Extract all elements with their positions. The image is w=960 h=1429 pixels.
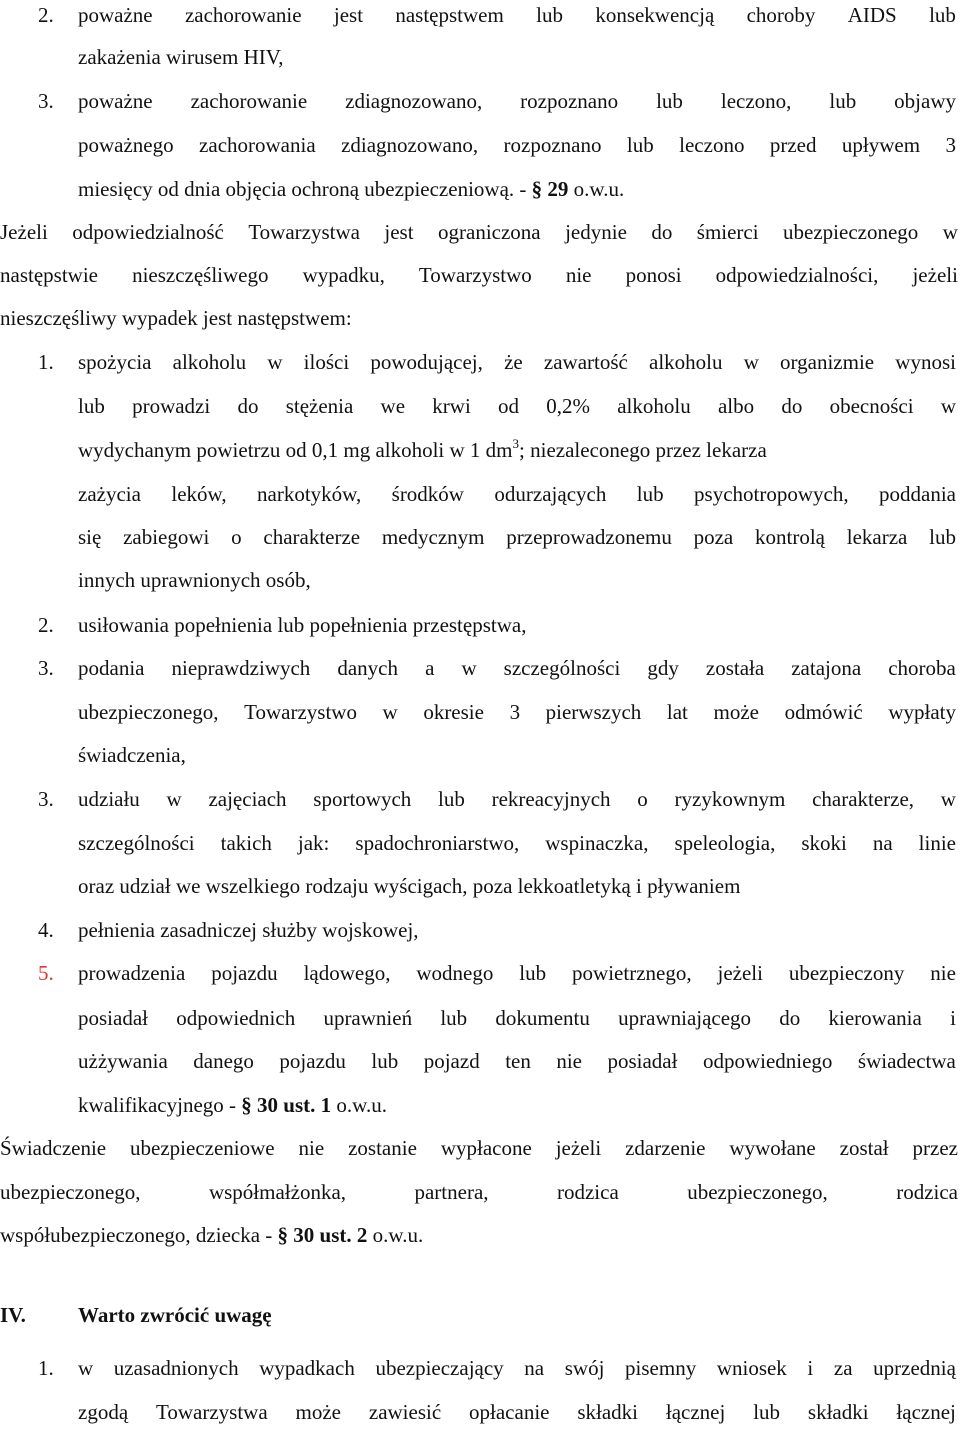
word: zatajona — [791, 656, 862, 680]
list-number: 3. — [38, 787, 54, 811]
word: ilości — [303, 350, 350, 374]
word: zawartość — [543, 350, 628, 374]
list-item-line — [78, 522, 956, 552]
word: pojazdu — [211, 961, 278, 985]
word: że — [504, 350, 523, 374]
list-number: 3. — [38, 656, 54, 680]
word: odurzających — [494, 482, 607, 506]
word: i — [950, 1006, 956, 1030]
list-item-line — [78, 1090, 956, 1120]
word: na — [524, 1356, 545, 1380]
word: wniosek — [716, 1356, 787, 1380]
word: przed — [769, 133, 817, 157]
word: rodzica — [556, 1180, 619, 1204]
word: 3 — [509, 700, 521, 724]
section-title: Warto zwrócić uwagę — [78, 1303, 272, 1327]
word: poważne — [78, 89, 153, 113]
list-item-line — [78, 479, 956, 509]
word: zostanie — [348, 1136, 417, 1160]
word: lub — [519, 961, 547, 985]
word: albo — [717, 394, 755, 418]
word: współmałżonka, — [208, 1180, 347, 1204]
word: we — [380, 394, 406, 418]
word: następstwie — [0, 263, 98, 287]
word: nie — [930, 961, 956, 985]
word: składki — [577, 1400, 639, 1424]
paragraph-line — [0, 217, 958, 247]
word: nie — [298, 1136, 325, 1160]
word: lub — [536, 3, 563, 27]
word: jest — [333, 3, 364, 27]
list-item-line — [78, 0, 956, 30]
word: lub — [636, 482, 664, 506]
word: ubezpieczonego, — [78, 700, 219, 724]
owu-abbrev: o.w.u. — [336, 1093, 387, 1117]
word: szczególności — [503, 656, 621, 680]
word: upływem — [841, 133, 921, 157]
word: stężenia — [285, 394, 354, 418]
list-number: 2. — [38, 3, 54, 27]
list-item-line — [78, 86, 956, 116]
word: rozpoznano — [503, 133, 602, 157]
word: powietrznego, — [572, 961, 692, 985]
word: medycznym — [381, 525, 485, 549]
owu-abbrev: o.w.u. — [573, 177, 625, 201]
word: poddania — [879, 482, 956, 506]
word: ubezpieczeniowe — [130, 1136, 275, 1160]
word: Towarzystwo — [418, 263, 532, 287]
word: na — [872, 831, 893, 855]
word: poza — [693, 525, 734, 549]
word: lub — [929, 525, 956, 549]
list-item-line: innych uprawnionych osób, — [78, 568, 311, 592]
word: lub — [753, 1400, 781, 1424]
word: wypłaty — [888, 700, 956, 724]
paragraph-line — [0, 1133, 958, 1163]
word: wypadku, — [302, 263, 385, 287]
word: składki — [807, 1400, 869, 1424]
text-segment — [78, 435, 767, 465]
word: okresie — [423, 700, 484, 724]
word: danych — [337, 656, 399, 680]
word: pierwszych — [545, 700, 642, 724]
word: skoki — [801, 831, 847, 855]
paragraph-line — [0, 1220, 958, 1250]
word: uzasadnionych — [113, 1356, 239, 1380]
word: lub — [371, 1049, 399, 1073]
list-item-line: świadczenia, — [78, 743, 186, 767]
word: ograniczona — [438, 220, 541, 244]
text-segment: kwalifikacyjnego - — [78, 1093, 237, 1117]
word: się — [78, 525, 102, 549]
word: łącznej — [896, 1400, 956, 1424]
word: użżywania — [78, 1049, 168, 1073]
word: do — [651, 220, 673, 244]
list-number: 4. — [38, 918, 54, 942]
word: pojazdu — [279, 1049, 346, 1073]
word: organizmie — [780, 350, 875, 374]
word: spożycia — [78, 350, 152, 374]
word: gdy — [647, 656, 679, 680]
text-part: wydychanym powietrzu od 0,1 mg alkoholi w 1 dm — [78, 438, 513, 462]
word: alkoholu — [172, 350, 247, 374]
word: zabiegowi — [123, 525, 210, 549]
word: odpowiedzialności, — [715, 263, 879, 287]
word: jeżeli — [912, 263, 958, 287]
word: wodnego — [416, 961, 494, 985]
word: opłacanie — [469, 1400, 550, 1424]
list-number-red: 5. — [38, 961, 54, 985]
word: ryzykownym — [674, 787, 786, 811]
word: w — [382, 700, 398, 724]
word: lub — [440, 1006, 468, 1030]
word: alkoholu — [617, 394, 691, 418]
word: w — [940, 394, 956, 418]
section-reference: § 30 ust. 2 — [277, 1223, 368, 1247]
list-item-line — [78, 130, 956, 160]
word: charakterze, — [812, 787, 915, 811]
word: psychotropowych, — [694, 482, 849, 506]
word: leczono, — [720, 89, 792, 113]
word: za — [833, 1356, 853, 1380]
word: rodzica — [896, 1180, 958, 1204]
list-item-line — [78, 653, 956, 683]
word: sportowych — [313, 787, 412, 811]
section-reference: § 29 — [531, 177, 569, 201]
word: lub — [656, 89, 683, 113]
list-item-line — [78, 958, 956, 988]
word: przez — [912, 1136, 958, 1160]
word: danego — [193, 1049, 254, 1073]
word: zgodą — [78, 1400, 129, 1424]
word: w — [942, 220, 958, 244]
paragraph-line — [0, 260, 958, 290]
word: w — [940, 787, 956, 811]
list-item-line — [78, 697, 956, 727]
list-item-line — [78, 347, 956, 377]
word: rozpoznano — [520, 89, 619, 113]
superscript: 3 — [512, 436, 520, 451]
word: ubezpieczonego — [783, 220, 919, 244]
word: wypadkach — [259, 1356, 355, 1380]
word: a — [425, 656, 435, 680]
word: do — [779, 1006, 801, 1030]
word: o — [637, 787, 648, 811]
word: posiadał — [78, 1006, 148, 1030]
word: odmówić — [784, 700, 863, 724]
word: podania — [78, 656, 145, 680]
word: Świadczenie — [0, 1136, 107, 1160]
word: kontrolą — [755, 525, 825, 549]
word: leków, — [171, 482, 227, 506]
word: nie — [556, 1049, 582, 1073]
word: partnera, — [414, 1180, 489, 1204]
list-item-line: zakażenia wirusem HIV, — [78, 45, 284, 69]
word: 0,2% — [546, 394, 590, 418]
word: łącznej — [665, 1400, 726, 1424]
word: następstwem — [395, 3, 504, 27]
word: dokumentu — [495, 1006, 590, 1030]
word: ubezpieczonego, — [0, 1180, 141, 1204]
word: nieszczęśliwego — [132, 263, 269, 287]
word: prowadzenia — [78, 961, 186, 985]
word: rekreacyjnych — [491, 787, 611, 811]
word: śmierci — [696, 220, 759, 244]
section-number: IV. — [0, 1303, 26, 1327]
list-number: 3. — [38, 89, 54, 113]
word: może — [713, 700, 759, 724]
list-number: 2. — [38, 613, 54, 637]
word: pojazd — [423, 1049, 480, 1073]
list-item-line — [78, 828, 956, 858]
word: powodującej, — [370, 350, 483, 374]
word: jest — [384, 220, 414, 244]
word: uprzednią — [873, 1356, 956, 1380]
word: zachorowanie — [190, 89, 308, 113]
list-item-line — [78, 1397, 956, 1427]
word: linie — [918, 831, 956, 855]
word: odpowiedzialność — [72, 220, 224, 244]
word: wynosi — [895, 350, 956, 374]
list-item-line — [78, 174, 956, 204]
owu-abbrev: o.w.u. — [372, 1223, 424, 1247]
word: posiadał — [607, 1049, 678, 1073]
word: lub — [829, 89, 857, 113]
word: charakterze — [263, 525, 361, 549]
word: do — [237, 394, 259, 418]
word: świadectwa — [857, 1049, 956, 1073]
word: narkotyków, — [257, 482, 362, 506]
word: lub — [438, 787, 465, 811]
list-number: 1. — [38, 1356, 54, 1380]
text-segment: miesięcy od dnia objęcia ochroną ubezpieczeniową. - — [78, 177, 527, 201]
list-item-line: oraz udział we wszelkiego rodzaju wyścigach, poza lekkoatletyką i pływaniem — [78, 874, 741, 898]
word: wspinaczka, — [545, 831, 649, 855]
word: zawiesić — [368, 1400, 442, 1424]
text-part: ; niezaleconego przez lekarza — [519, 438, 767, 462]
word: ten — [505, 1049, 531, 1073]
word: jak: — [297, 831, 330, 855]
word: zażycia — [78, 482, 141, 506]
word: poważnego — [78, 133, 174, 157]
list-number: 1. — [38, 350, 54, 374]
word: został — [839, 1136, 889, 1160]
list-item-line — [78, 1003, 956, 1033]
paragraph-line — [0, 1177, 958, 1207]
word: lat — [666, 700, 688, 724]
section-reference: § 30 ust. 1 — [241, 1093, 332, 1117]
word: odpowiednich — [176, 1006, 296, 1030]
text-segment: współubezpieczonego, dziecka - — [0, 1223, 273, 1247]
word: objawy — [894, 89, 956, 113]
word: takich — [220, 831, 272, 855]
word: 3 — [945, 133, 956, 157]
word: ubezpieczonego, — [687, 1180, 828, 1204]
word: lekarza — [846, 525, 908, 549]
paragraph-line: nieszczęśliwy wypadek jest następstwem: — [0, 306, 352, 330]
word: poważne — [78, 3, 153, 27]
word: przeprowadzonemu — [506, 525, 672, 549]
word: zdiagnozowano, — [345, 89, 483, 113]
word: kierowania — [828, 1006, 922, 1030]
word: ponosi — [625, 263, 682, 287]
list-item-line: pełnienia zasadniczej służby wojskowej, — [78, 918, 419, 942]
word: ubezpieczony — [788, 961, 905, 985]
word: AIDS — [847, 3, 897, 27]
word: została — [705, 656, 765, 680]
word: wypłacone — [440, 1136, 532, 1160]
word: do — [781, 394, 803, 418]
word: szczególności — [78, 831, 195, 855]
word: choroby — [746, 3, 816, 27]
word: pisemny — [625, 1356, 697, 1380]
word: swój — [564, 1356, 605, 1380]
word: uprawnień — [323, 1006, 413, 1030]
list-item-line — [78, 391, 956, 421]
word: zdiagnozowano, — [341, 133, 479, 157]
word: nie — [565, 263, 592, 287]
word: w — [461, 656, 477, 680]
word: od — [498, 394, 520, 418]
word: może — [295, 1400, 342, 1424]
list-item-line — [78, 784, 956, 814]
list-item-line — [78, 1046, 956, 1076]
word: Towarzystwa — [156, 1400, 268, 1424]
word: spadochroniarstwo, — [355, 831, 520, 855]
word: krwi — [432, 394, 471, 418]
word: wywołane — [729, 1136, 816, 1160]
word: o — [231, 525, 242, 549]
word: choroba — [888, 656, 956, 680]
word: zajęciach — [208, 787, 287, 811]
word: i — [807, 1356, 814, 1380]
word: w — [78, 1356, 94, 1380]
list-item-line: usiłowania popełnienia lub popełnienia przestępstwa, — [78, 613, 527, 637]
word: prowadzi — [132, 394, 211, 418]
word: jeżeli — [555, 1136, 602, 1160]
word: konsekwencją — [595, 3, 715, 27]
word: Jeżeli — [0, 220, 48, 244]
word: lub — [626, 133, 654, 157]
word: lub — [929, 3, 956, 27]
list-item-line — [78, 1353, 956, 1383]
word: uprawniającego — [618, 1006, 752, 1030]
word: lub — [78, 394, 105, 418]
word: w — [743, 350, 759, 374]
word: w — [267, 350, 283, 374]
word: Towarzystwa — [248, 220, 360, 244]
word: ubezpieczający — [375, 1356, 504, 1380]
word: w — [166, 787, 182, 811]
word: zdarzenie — [625, 1136, 706, 1160]
word: środków — [391, 482, 464, 506]
word: lądowego, — [303, 961, 391, 985]
word: jedynie — [565, 220, 627, 244]
word: zachorowania — [199, 133, 316, 157]
word: leczono — [679, 133, 745, 157]
word: speleologia, — [674, 831, 776, 855]
word: udziału — [78, 787, 140, 811]
list-item-line — [78, 435, 956, 465]
word: alkoholu — [649, 350, 723, 374]
word: Towarzystwo — [244, 700, 357, 724]
word: zachorowanie — [184, 3, 302, 27]
word: obecności — [829, 394, 914, 418]
word: jeżeli — [717, 961, 763, 985]
word: odpowiedniego — [702, 1049, 833, 1073]
word: nieprawdziwych — [171, 656, 311, 680]
